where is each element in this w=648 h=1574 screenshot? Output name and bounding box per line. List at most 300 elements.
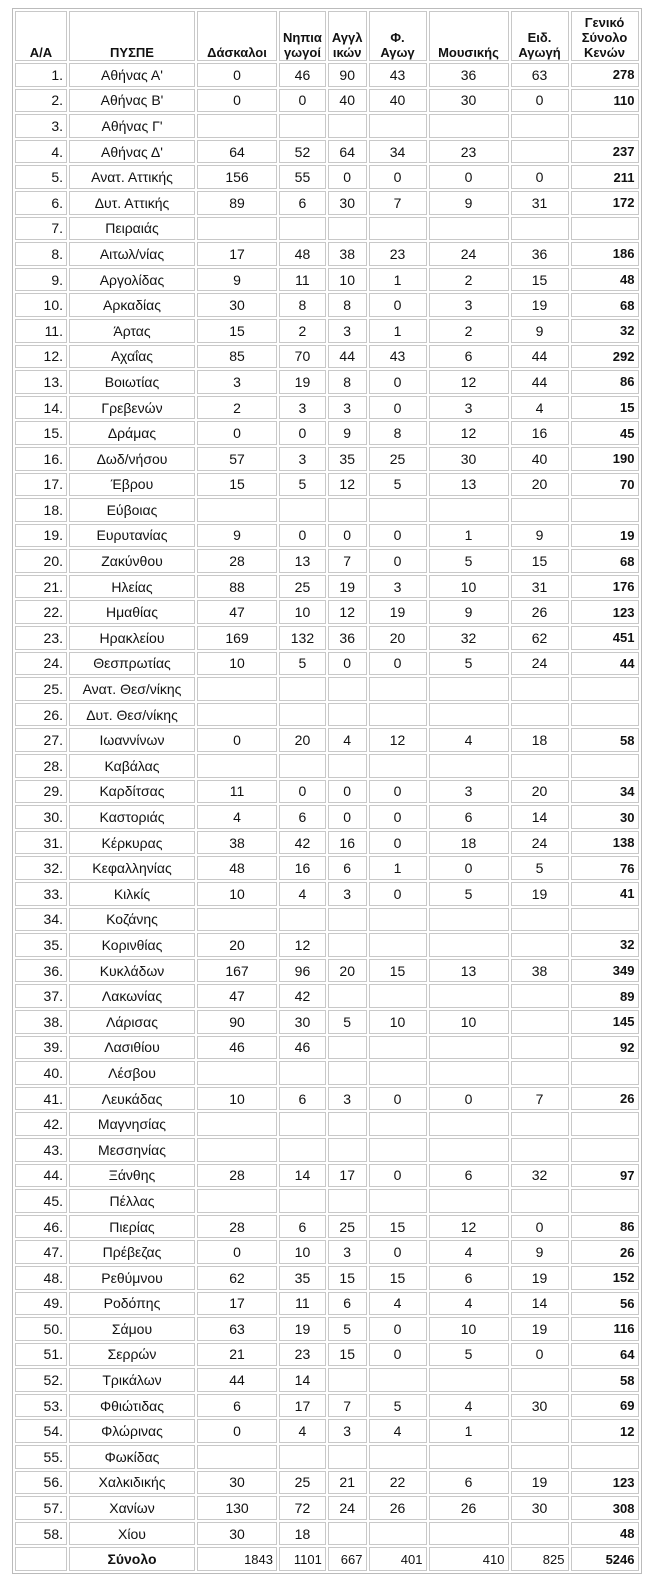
cell-mousikis: 30 <box>429 447 509 471</box>
cell-pyspe: Δυτ. Αττικής <box>69 191 195 215</box>
cell-daskaloi: 47 <box>197 984 277 1008</box>
cell-nipiagogoi <box>279 498 326 522</box>
cell-mousikis: 6 <box>429 1266 509 1290</box>
cell-geniko-synolo: 68 <box>571 549 639 573</box>
cell-pyspe: Ανατ. Αττικής <box>69 165 195 189</box>
cell-agglikon: 4 <box>328 728 367 752</box>
cell-agglikon: 15 <box>328 1266 367 1290</box>
cell-eidiki-agogi: 20 <box>511 780 569 804</box>
cell-nipiagogoi: 48 <box>279 242 326 266</box>
cell-fysiki-agogi: 23 <box>369 242 427 266</box>
cell-pyspe: Θεσπρωτίας <box>69 652 195 676</box>
cell-aa: 41. <box>15 1087 67 1111</box>
cell-nipiagogoi <box>279 1445 326 1469</box>
cell-agglikon <box>328 1189 367 1213</box>
cell-fysiki-agogi <box>369 217 427 241</box>
table-row <box>15 1189 639 1213</box>
table-row <box>15 1292 639 1316</box>
cell-eidiki-agogi: 5 <box>511 856 569 880</box>
table-row <box>15 63 639 87</box>
cell-agglikon <box>328 1445 367 1469</box>
cell-pyspe: Βοιωτίας <box>69 370 195 394</box>
cell-aa <box>15 1547 67 1571</box>
cell-eidiki-agogi: 38 <box>511 959 569 983</box>
cell-geniko-synolo: 41 <box>571 882 639 906</box>
cell-agglikon <box>328 217 367 241</box>
cell-geniko-synolo <box>571 677 639 701</box>
cell-daskaloi <box>197 703 277 727</box>
cell-agglikon: 36 <box>328 626 367 650</box>
cell-fysiki-agogi <box>369 1522 427 1546</box>
cell-nipiagogoi: 0 <box>279 780 326 804</box>
cell-eidiki-agogi <box>511 984 569 1008</box>
cell-daskaloi: 9 <box>197 268 277 292</box>
cell-agglikon: 3 <box>328 1087 367 1111</box>
cell-nipiagogoi: 0 <box>279 421 326 445</box>
cell-eidiki-agogi: 18 <box>511 728 569 752</box>
cell-pyspe: Αχαΐας <box>69 345 195 369</box>
cell-daskaloi: 10 <box>197 652 277 676</box>
cell-fysiki-agogi: 0 <box>369 652 427 676</box>
cell-agglikon: 90 <box>328 63 367 87</box>
cell-eidiki-agogi <box>511 1036 569 1060</box>
cell-geniko-synolo: 5246 <box>571 1547 639 1571</box>
cell-nipiagogoi: 12 <box>279 933 326 957</box>
cell-nipiagogoi <box>279 217 326 241</box>
cell-geniko-synolo: 76 <box>571 856 639 880</box>
cell-mousikis: 6 <box>429 1471 509 1495</box>
cell-mousikis <box>429 703 509 727</box>
cell-pyspe: Ξάνθης <box>69 1164 195 1188</box>
table-row <box>15 626 639 650</box>
cell-daskaloi: 28 <box>197 1164 277 1188</box>
cell-agglikon: 0 <box>328 805 367 829</box>
cell-pyspe: Λέσβου <box>69 1061 195 1085</box>
cell-fysiki-agogi <box>369 703 427 727</box>
cell-geniko-synolo: 64 <box>571 1343 639 1367</box>
cell-nipiagogoi <box>279 754 326 778</box>
cell-geniko-synolo: 190 <box>571 447 639 471</box>
cell-geniko-synolo: 45 <box>571 421 639 445</box>
cell-agglikon: 30 <box>328 191 367 215</box>
table-row <box>15 1036 639 1060</box>
cell-agglikon: 0 <box>328 780 367 804</box>
cell-aa: 20. <box>15 549 67 573</box>
cell-aa: 46. <box>15 1215 67 1239</box>
cell-geniko-synolo: 308 <box>571 1496 639 1520</box>
cell-mousikis: 0 <box>429 1087 509 1111</box>
table-row <box>15 1010 639 1034</box>
cell-mousikis: 12 <box>429 370 509 394</box>
cell-aa: 24. <box>15 652 67 676</box>
cell-nipiagogoi: 55 <box>279 165 326 189</box>
cell-agglikon: 38 <box>328 242 367 266</box>
cell-geniko-synolo: 48 <box>571 268 639 292</box>
cell-eidiki-agogi: 0 <box>511 1343 569 1367</box>
cell-daskaloi: 64 <box>197 140 277 164</box>
cell-eidiki-agogi: 9 <box>511 1240 569 1264</box>
cell-fysiki-agogi: 0 <box>369 293 427 317</box>
cell-agglikon: 3 <box>328 1240 367 1264</box>
cell-pyspe: Σερρών <box>69 1343 195 1367</box>
cell-nipiagogoi: 20 <box>279 728 326 752</box>
cell-mousikis: 13 <box>429 473 509 497</box>
cell-pyspe: Δυτ. Θεσ/νίκης <box>69 703 195 727</box>
cell-geniko-synolo <box>571 703 639 727</box>
cell-pyspe: Λάρισας <box>69 1010 195 1034</box>
cell-nipiagogoi: 17 <box>279 1394 326 1418</box>
cell-eidiki-agogi <box>511 1189 569 1213</box>
cell-fysiki-agogi: 401 <box>369 1547 427 1571</box>
cell-agglikon: 24 <box>328 1496 367 1520</box>
cell-agglikon: 9 <box>328 421 367 445</box>
cell-aa: 57. <box>15 1496 67 1520</box>
cell-eidiki-agogi <box>511 1368 569 1392</box>
cell-geniko-synolo: 30 <box>571 805 639 829</box>
cell-pyspe: Δωδ/νήσου <box>69 447 195 471</box>
cell-daskaloi: 0 <box>197 63 277 87</box>
cell-mousikis: 3 <box>429 780 509 804</box>
cell-nipiagogoi: 46 <box>279 1036 326 1060</box>
cell-mousikis: 9 <box>429 600 509 624</box>
table-row <box>15 1164 639 1188</box>
cell-agglikon: 16 <box>328 831 367 855</box>
cell-mousikis: 10 <box>429 1317 509 1341</box>
cell-pyspe: Κιλκίς <box>69 882 195 906</box>
cell-aa: 56. <box>15 1471 67 1495</box>
cell-mousikis: 3 <box>429 396 509 420</box>
cell-eidiki-agogi <box>511 1419 569 1443</box>
cell-fysiki-agogi: 0 <box>369 1240 427 1264</box>
cell-fysiki-agogi: 0 <box>369 882 427 906</box>
cell-mousikis: 32 <box>429 626 509 650</box>
cell-geniko-synolo: 211 <box>571 165 639 189</box>
cell-daskaloi: 48 <box>197 856 277 880</box>
cell-nipiagogoi: 132 <box>279 626 326 650</box>
cell-mousikis <box>429 754 509 778</box>
cell-nipiagogoi: 2 <box>279 319 326 343</box>
cell-daskaloi: 57 <box>197 447 277 471</box>
cell-agglikon: 0 <box>328 165 367 189</box>
table-row <box>15 421 639 445</box>
cell-eidiki-agogi: 30 <box>511 1394 569 1418</box>
cell-nipiagogoi <box>279 1138 326 1162</box>
cell-aa: 4. <box>15 140 67 164</box>
cell-fysiki-agogi <box>369 933 427 957</box>
cell-mousikis <box>429 933 509 957</box>
cell-nipiagogoi: 25 <box>279 1471 326 1495</box>
cell-aa: 38. <box>15 1010 67 1034</box>
cell-nipiagogoi: 14 <box>279 1368 326 1392</box>
cell-pyspe: Ηλείας <box>69 575 195 599</box>
cell-pyspe: Ευρυτανίας <box>69 524 195 548</box>
cell-aa: 8. <box>15 242 67 266</box>
cell-aa: 17. <box>15 473 67 497</box>
cell-agglikon: 21 <box>328 1471 367 1495</box>
table-row <box>15 345 639 369</box>
cell-eidiki-agogi <box>511 1010 569 1034</box>
cell-mousikis <box>429 1368 509 1392</box>
cell-geniko-synolo: 15 <box>571 396 639 420</box>
cell-fysiki-agogi: 1 <box>369 319 427 343</box>
cell-pyspe: Φθιώτιδας <box>69 1394 195 1418</box>
table-row <box>15 140 639 164</box>
cell-nipiagogoi <box>279 1112 326 1136</box>
cell-fysiki-agogi: 10 <box>369 1010 427 1034</box>
cell-geniko-synolo: 68 <box>571 293 639 317</box>
cell-daskaloi: 21 <box>197 1343 277 1367</box>
table-row <box>15 549 639 573</box>
cell-nipiagogoi: 5 <box>279 652 326 676</box>
cell-eidiki-agogi: 19 <box>511 1266 569 1290</box>
cell-eidiki-agogi <box>511 908 569 932</box>
cell-daskaloi <box>197 754 277 778</box>
cell-daskaloi: 0 <box>197 728 277 752</box>
cell-eidiki-agogi <box>511 140 569 164</box>
cell-fysiki-agogi <box>369 498 427 522</box>
cell-fysiki-agogi: 20 <box>369 626 427 650</box>
cell-nipiagogoi: 25 <box>279 575 326 599</box>
cell-fysiki-agogi: 15 <box>369 959 427 983</box>
cell-pyspe: Χίου <box>69 1522 195 1546</box>
table-row <box>15 1240 639 1264</box>
cell-agglikon <box>328 1061 367 1085</box>
cell-agglikon: 40 <box>328 89 367 113</box>
cell-agglikon <box>328 114 367 138</box>
table-row <box>15 1445 639 1469</box>
cell-daskaloi: 47 <box>197 600 277 624</box>
cell-aa: 54. <box>15 1419 67 1443</box>
header-row <box>15 11 639 61</box>
cell-mousikis: 10 <box>429 1010 509 1034</box>
cell-mousikis <box>429 908 509 932</box>
cell-fysiki-agogi: 25 <box>369 447 427 471</box>
cell-agglikon: 15 <box>328 1343 367 1367</box>
cell-nipiagogoi <box>279 1189 326 1213</box>
cell-aa: 28. <box>15 754 67 778</box>
cell-fysiki-agogi: 4 <box>369 1292 427 1316</box>
cell-aa: 43. <box>15 1138 67 1162</box>
cell-agglikon: 25 <box>328 1215 367 1239</box>
cell-aa: 49. <box>15 1292 67 1316</box>
cell-daskaloi <box>197 498 277 522</box>
cell-eidiki-agogi: 15 <box>511 268 569 292</box>
cell-eidiki-agogi <box>511 498 569 522</box>
cell-daskaloi: 10 <box>197 1087 277 1111</box>
cell-agglikon <box>328 933 367 957</box>
cell-eidiki-agogi: 36 <box>511 242 569 266</box>
cell-agglikon <box>328 984 367 1008</box>
cell-fysiki-agogi: 0 <box>369 1164 427 1188</box>
cell-geniko-synolo: 86 <box>571 1215 639 1239</box>
cell-aa: 42. <box>15 1112 67 1136</box>
cell-pyspe: Κοζάνης <box>69 908 195 932</box>
cell-nipiagogoi: 19 <box>279 1317 326 1341</box>
cell-mousikis <box>429 498 509 522</box>
table-row <box>15 217 639 241</box>
cell-eidiki-agogi <box>511 1445 569 1469</box>
cell-aa: 39. <box>15 1036 67 1060</box>
cell-fysiki-agogi: 0 <box>369 524 427 548</box>
cell-fysiki-agogi: 0 <box>369 396 427 420</box>
cell-fysiki-agogi: 19 <box>369 600 427 624</box>
cell-nipiagogoi: 10 <box>279 1240 326 1264</box>
cell-nipiagogoi <box>279 1061 326 1085</box>
cell-geniko-synolo: 44 <box>571 652 639 676</box>
table-row <box>15 1471 639 1495</box>
cell-daskaloi: 2 <box>197 396 277 420</box>
cell-agglikon <box>328 703 367 727</box>
cell-fysiki-agogi: 0 <box>369 370 427 394</box>
cell-mousikis: 3 <box>429 293 509 317</box>
cell-pyspe: Χαλκιδικής <box>69 1471 195 1495</box>
table-row <box>15 959 639 983</box>
table-row <box>15 242 639 266</box>
cell-pyspe: Ιωαννίνων <box>69 728 195 752</box>
cell-nipiagogoi: 1101 <box>279 1547 326 1571</box>
cell-mousikis: 4 <box>429 1394 509 1418</box>
cell-fysiki-agogi: 12 <box>369 728 427 752</box>
cell-geniko-synolo <box>571 114 639 138</box>
cell-aa: 12. <box>15 345 67 369</box>
cell-geniko-synolo: 32 <box>571 933 639 957</box>
cell-mousikis <box>429 1189 509 1213</box>
cell-pyspe: Ζακύνθου <box>69 549 195 573</box>
cell-daskaloi: 38 <box>197 831 277 855</box>
cell-agglikon: 3 <box>328 319 367 343</box>
cell-mousikis: 5 <box>429 652 509 676</box>
cell-geniko-synolo: 110 <box>571 89 639 113</box>
cell-nipiagogoi: 11 <box>279 268 326 292</box>
cell-fysiki-agogi: 0 <box>369 805 427 829</box>
cell-mousikis: 4 <box>429 728 509 752</box>
cell-eidiki-agogi <box>511 217 569 241</box>
total-row <box>15 1547 639 1571</box>
cell-geniko-synolo: 176 <box>571 575 639 599</box>
table-row <box>15 805 639 829</box>
cell-daskaloi: 169 <box>197 626 277 650</box>
cell-daskaloi: 10 <box>197 882 277 906</box>
cell-agglikon: 5 <box>328 1317 367 1341</box>
cell-daskaloi: 130 <box>197 1496 277 1520</box>
cell-aa: 26. <box>15 703 67 727</box>
cell-agglikon <box>328 1112 367 1136</box>
cell-daskaloi: 1843 <box>197 1547 277 1571</box>
cell-daskaloi <box>197 1445 277 1469</box>
header-geniko-synolo: Γενικό Σύνολο Κενών <box>571 11 639 61</box>
cell-mousikis <box>429 1138 509 1162</box>
cell-aa: 50. <box>15 1317 67 1341</box>
cell-geniko-synolo <box>571 1189 639 1213</box>
cell-pyspe: Κεφαλληνίας <box>69 856 195 880</box>
cell-eidiki-agogi: 20 <box>511 473 569 497</box>
table-row <box>15 1215 639 1239</box>
cell-mousikis: 1 <box>429 524 509 548</box>
cell-geniko-synolo: 26 <box>571 1240 639 1264</box>
cell-eidiki-agogi: 14 <box>511 805 569 829</box>
table-row <box>15 89 639 113</box>
cell-fysiki-agogi <box>369 1189 427 1213</box>
cell-eidiki-agogi: 7 <box>511 1087 569 1111</box>
cell-fysiki-agogi: 4 <box>369 1419 427 1443</box>
table-row <box>15 908 639 932</box>
cell-daskaloi: 0 <box>197 89 277 113</box>
cell-nipiagogoi: 6 <box>279 805 326 829</box>
cell-nipiagogoi: 35 <box>279 1266 326 1290</box>
cell-aa: 16. <box>15 447 67 471</box>
cell-geniko-synolo <box>571 498 639 522</box>
cell-geniko-synolo: 152 <box>571 1266 639 1290</box>
cell-aa: 58. <box>15 1522 67 1546</box>
cell-nipiagogoi: 0 <box>279 524 326 548</box>
cell-pyspe: Ημαθίας <box>69 600 195 624</box>
cell-fysiki-agogi: 43 <box>369 63 427 87</box>
header-daskaloi: Δάσκαλοι <box>197 11 277 61</box>
cell-fysiki-agogi: 0 <box>369 1087 427 1111</box>
cell-mousikis: 2 <box>429 319 509 343</box>
cell-aa: 40. <box>15 1061 67 1085</box>
cell-mousikis: 410 <box>429 1547 509 1571</box>
cell-mousikis <box>429 217 509 241</box>
cell-pyspe: Πρέβεζας <box>69 1240 195 1264</box>
cell-daskaloi: 30 <box>197 1522 277 1546</box>
cell-eidiki-agogi: 63 <box>511 63 569 87</box>
cell-fysiki-agogi: 5 <box>369 473 427 497</box>
cell-fysiki-agogi: 3 <box>369 575 427 599</box>
cell-eidiki-agogi: 19 <box>511 293 569 317</box>
cell-nipiagogoi: 42 <box>279 984 326 1008</box>
table-row <box>15 1317 639 1341</box>
cell-fysiki-agogi: 1 <box>369 268 427 292</box>
cell-eidiki-agogi: 44 <box>511 345 569 369</box>
cell-agglikon: 5 <box>328 1010 367 1034</box>
cell-fysiki-agogi <box>369 114 427 138</box>
cell-geniko-synolo: 92 <box>571 1036 639 1060</box>
cell-mousikis: 6 <box>429 805 509 829</box>
cell-nipiagogoi <box>279 677 326 701</box>
cell-mousikis: 12 <box>429 1215 509 1239</box>
cell-daskaloi: 28 <box>197 549 277 573</box>
cell-daskaloi <box>197 217 277 241</box>
cell-pyspe: Εύβοιας <box>69 498 195 522</box>
cell-eidiki-agogi: 825 <box>511 1547 569 1571</box>
cell-geniko-synolo: 48 <box>571 1522 639 1546</box>
cell-fysiki-agogi: 0 <box>369 549 427 573</box>
table-row <box>15 1112 639 1136</box>
cell-aa: 37. <box>15 984 67 1008</box>
cell-eidiki-agogi: 19 <box>511 1471 569 1495</box>
cell-pyspe: Πέλλας <box>69 1189 195 1213</box>
cell-mousikis <box>429 984 509 1008</box>
cell-daskaloi <box>197 1189 277 1213</box>
cell-fysiki-agogi: 0 <box>369 165 427 189</box>
cell-mousikis: 0 <box>429 856 509 880</box>
cell-agglikon: 35 <box>328 447 367 471</box>
cell-aa: 7. <box>15 217 67 241</box>
cell-eidiki-agogi: 24 <box>511 831 569 855</box>
cell-eidiki-agogi <box>511 1112 569 1136</box>
cell-mousikis: 23 <box>429 140 509 164</box>
cell-nipiagogoi: 30 <box>279 1010 326 1034</box>
cell-daskaloi: 17 <box>197 1292 277 1316</box>
cell-agglikon <box>328 1138 367 1162</box>
cell-eidiki-agogi: 44 <box>511 370 569 394</box>
cell-nipiagogoi: 16 <box>279 856 326 880</box>
cell-geniko-synolo: 116 <box>571 1317 639 1341</box>
cell-nipiagogoi: 42 <box>279 831 326 855</box>
cell-geniko-synolo <box>571 1138 639 1162</box>
cell-aa: 32. <box>15 856 67 880</box>
